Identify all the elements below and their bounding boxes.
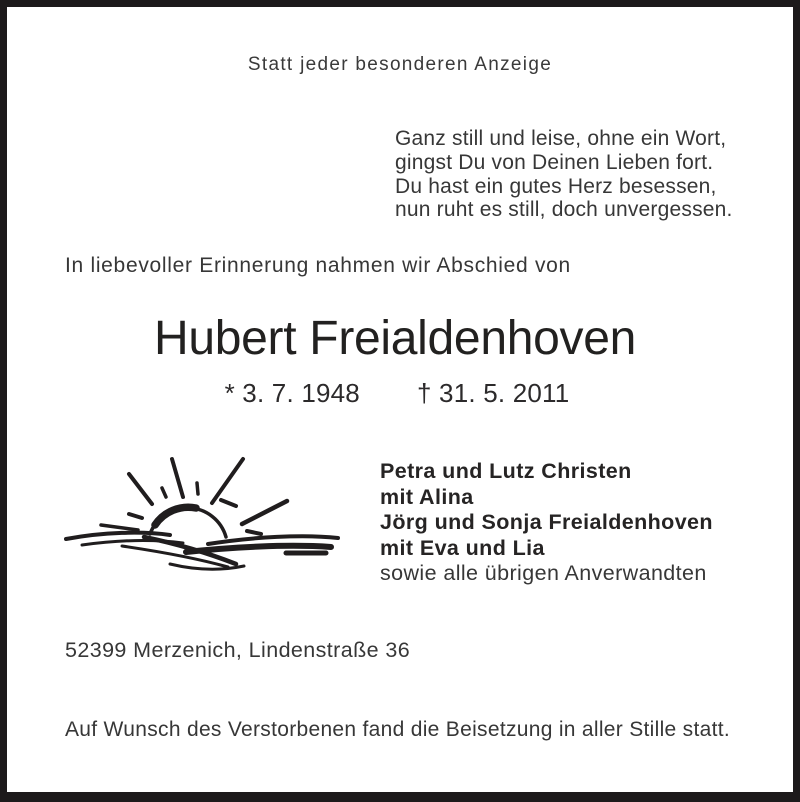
mourners-list xyxy=(380,459,713,587)
address-line: 52399 Merzenich, Lindenstraße 36 xyxy=(65,638,411,662)
mourner-line: sowie alle übrigen Anverwandten xyxy=(380,561,707,586)
mourner-line: mit Eva und Lia xyxy=(380,535,545,560)
birth-date: * 3. 7. 1948 xyxy=(224,378,360,408)
sunrise-icon xyxy=(58,443,345,583)
death-date: † 31. 5. 2011 xyxy=(416,378,570,408)
intro-line: In liebevoller Erinnerung nahmen wir Abschied von xyxy=(65,254,571,277)
poem-line: Ganz still und leise, ohne ein Wort, xyxy=(395,127,727,150)
poem-line: nun ruht es still, doch unvergessen. xyxy=(395,198,733,222)
mourner-line: Jörg und Sonja Freialdenhoven xyxy=(380,510,713,535)
memorial-poem xyxy=(395,127,733,222)
preamble-line: Statt jeder besonderen Anzeige xyxy=(247,54,553,75)
closing-line: Auf Wunsch des Verstorbenen fand die Beisetzung in aller Stille statt. xyxy=(65,718,730,741)
poem-line: Du hast ein gutes Herz besessen, xyxy=(395,174,717,198)
mourner-line: mit Alina xyxy=(380,484,474,509)
poem-line: gingst Du von Deinen Lieben fort. xyxy=(395,150,714,174)
mourner-line: Petra und Lutz Christen xyxy=(380,459,632,483)
life-dates xyxy=(7,380,787,406)
deceased-name: Hubert Freialdenhoven xyxy=(154,312,636,365)
